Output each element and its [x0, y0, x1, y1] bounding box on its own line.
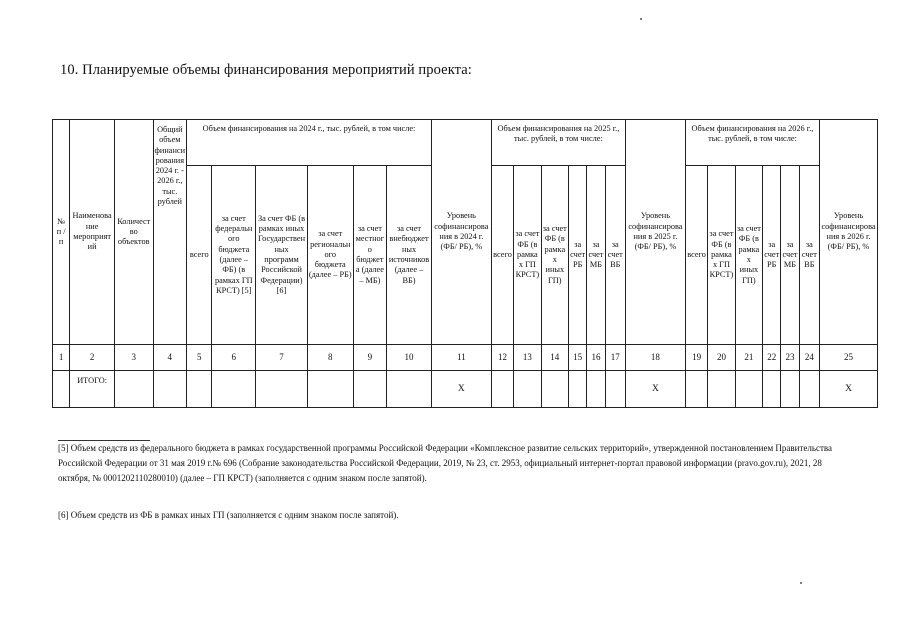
header-group-2025: Объем финансирования на 2025 г., тыс. рублей, в том числе: — [491, 120, 625, 166]
total-cell — [53, 371, 70, 408]
total-cell — [685, 371, 707, 408]
total-row — [53, 371, 878, 408]
column-number-cell: 9 — [353, 345, 387, 371]
header-2024-sub: за счет местного бюджета (далее – МБ) — [353, 166, 387, 345]
header-2025-sub: за счет ФБ (в рамках ГП КРСТ) — [514, 166, 541, 345]
total-cell — [307, 371, 353, 408]
header-2024-sub: всего — [187, 166, 212, 345]
total-cell — [153, 371, 187, 408]
column-number-cell: 24 — [799, 345, 819, 371]
total-cell — [605, 371, 625, 408]
total-cell — [187, 371, 212, 408]
total-label: ИТОГО: — [70, 371, 115, 408]
header-2024-sub: За счет ФБ (в рамках иных Государственных программ Российской Федерации) [6] — [256, 166, 308, 345]
header-2025-sub: за счет ВБ — [605, 166, 625, 345]
column-number-cell: 19 — [685, 345, 707, 371]
total-cell — [569, 371, 587, 408]
column-number-cell: 2 — [70, 345, 115, 371]
total-cell — [114, 371, 153, 408]
header-2024-sub: за счет регионального бюджета (далее – РБ) — [307, 166, 353, 345]
footnote-6: [6] Объем средств из ФБ в рамках иных ГП (заполняется с одним знаком после запятой). — [58, 510, 399, 520]
total-cell — [491, 371, 513, 408]
header-cofin-2026: Уровень софинансирования в 2026 г. (ФБ/ РБ), % — [820, 120, 878, 345]
total-cell: X — [820, 371, 878, 408]
column-number-cell: 4 — [153, 345, 187, 371]
total-cell — [353, 371, 387, 408]
column-number-cell: 11 — [431, 345, 491, 371]
column-number-cell: 5 — [187, 345, 212, 371]
column-number-cell: 22 — [763, 345, 781, 371]
column-number-cell: 3 — [114, 345, 153, 371]
footnote-5: [5] Объем средств из федерального бюджета в рамках государственной программы Российской Федерации «Комплексное развитие сельских территорий», утвержденной постановлением Правительства Российской Федерации от 31 мая 2019 г.№ 696 (Собрание законодательства Российской Федерации, 2019, № 23, ст. 2953, официальный интернет-портал правовой информации (pravo.gov.ru), 2021, 28 октября, № 0001202110280010) (далее – ГП КРСТ) (заполняется с одним знаком после запятой). — [58, 443, 833, 483]
header-2026-sub: за счет ФБ (в рамках иных ГП) — [735, 166, 762, 345]
header-cofin-2024: Уровень софинансирования в 2024 г. (ФБ/ РБ), % — [431, 120, 491, 345]
header-name: Наименование мероприятий — [70, 120, 115, 345]
header-2026-sub: всего — [685, 166, 707, 345]
section-heading: 10. Планируемые объемы финансирования мероприятий проекта: — [60, 62, 472, 78]
column-number-cell: 23 — [781, 345, 799, 371]
total-cell: X — [431, 371, 491, 408]
header-num: № п / п — [53, 120, 70, 345]
column-number-row — [53, 345, 878, 371]
column-number-cell: 25 — [820, 345, 878, 371]
header-group-2024: Объем финансирования на 2024 г., тыс. рублей, в том числе: — [187, 120, 432, 166]
header-2025-sub: за счет МБ — [587, 166, 605, 345]
column-number-cell: 1 — [53, 345, 70, 371]
header-2025-sub: за счет ФБ (в рамках иных ГП) — [541, 166, 568, 345]
header-2026-sub: за счет ФБ (в рамках ГП КРСТ) — [708, 166, 735, 345]
column-number-cell: 13 — [514, 345, 541, 371]
header-2024-sub: за счет внебюджетных источников (далее – ВБ) — [387, 166, 432, 345]
total-cell — [708, 371, 735, 408]
column-number-cell: 20 — [708, 345, 735, 371]
header-group-2026: Объем финансирования на 2026 г., тыс. рублей, в том числе: — [685, 120, 819, 166]
total-cell — [763, 371, 781, 408]
column-number-cell: 7 — [256, 345, 308, 371]
column-number-cell: 6 — [212, 345, 256, 371]
total-cell — [587, 371, 605, 408]
column-number-cell: 16 — [587, 345, 605, 371]
total-cell — [781, 371, 799, 408]
column-number-cell: 8 — [307, 345, 353, 371]
financing-table — [52, 119, 878, 408]
total-cell — [387, 371, 432, 408]
header-total: Общий объем финансирования 2024 г. - 2026 г., тыс. рублей — [153, 120, 187, 345]
total-cell — [541, 371, 568, 408]
header-qty: Количество объектов — [114, 120, 153, 345]
column-number-cell: 17 — [605, 345, 625, 371]
header-2025-sub: всего — [491, 166, 513, 345]
header-2024-sub: за счет федерального бюджета (далее – ФБ) (в рамках ГП КРСТ) [5] — [212, 166, 256, 345]
total-cell — [514, 371, 541, 408]
total-cell: X — [625, 371, 685, 408]
header-2025-sub: за счет РБ — [569, 166, 587, 345]
total-cell — [799, 371, 819, 408]
total-cell — [212, 371, 256, 408]
column-number-cell: 10 — [387, 345, 432, 371]
column-number-cell: 18 — [625, 345, 685, 371]
header-2026-sub: за счет ВБ — [799, 166, 819, 345]
header-cofin-2025: Уровень софинансирования в 2025 г. (ФБ/ РБ), % — [625, 120, 685, 345]
column-number-cell: 21 — [735, 345, 762, 371]
header-2026-sub: за счет РБ — [763, 166, 781, 345]
total-cell — [256, 371, 308, 408]
column-number-cell: 15 — [569, 345, 587, 371]
column-number-cell: 12 — [491, 345, 513, 371]
column-number-cell: 14 — [541, 345, 568, 371]
header-2026-sub: за счет МБ — [781, 166, 799, 345]
total-cell — [735, 371, 762, 408]
